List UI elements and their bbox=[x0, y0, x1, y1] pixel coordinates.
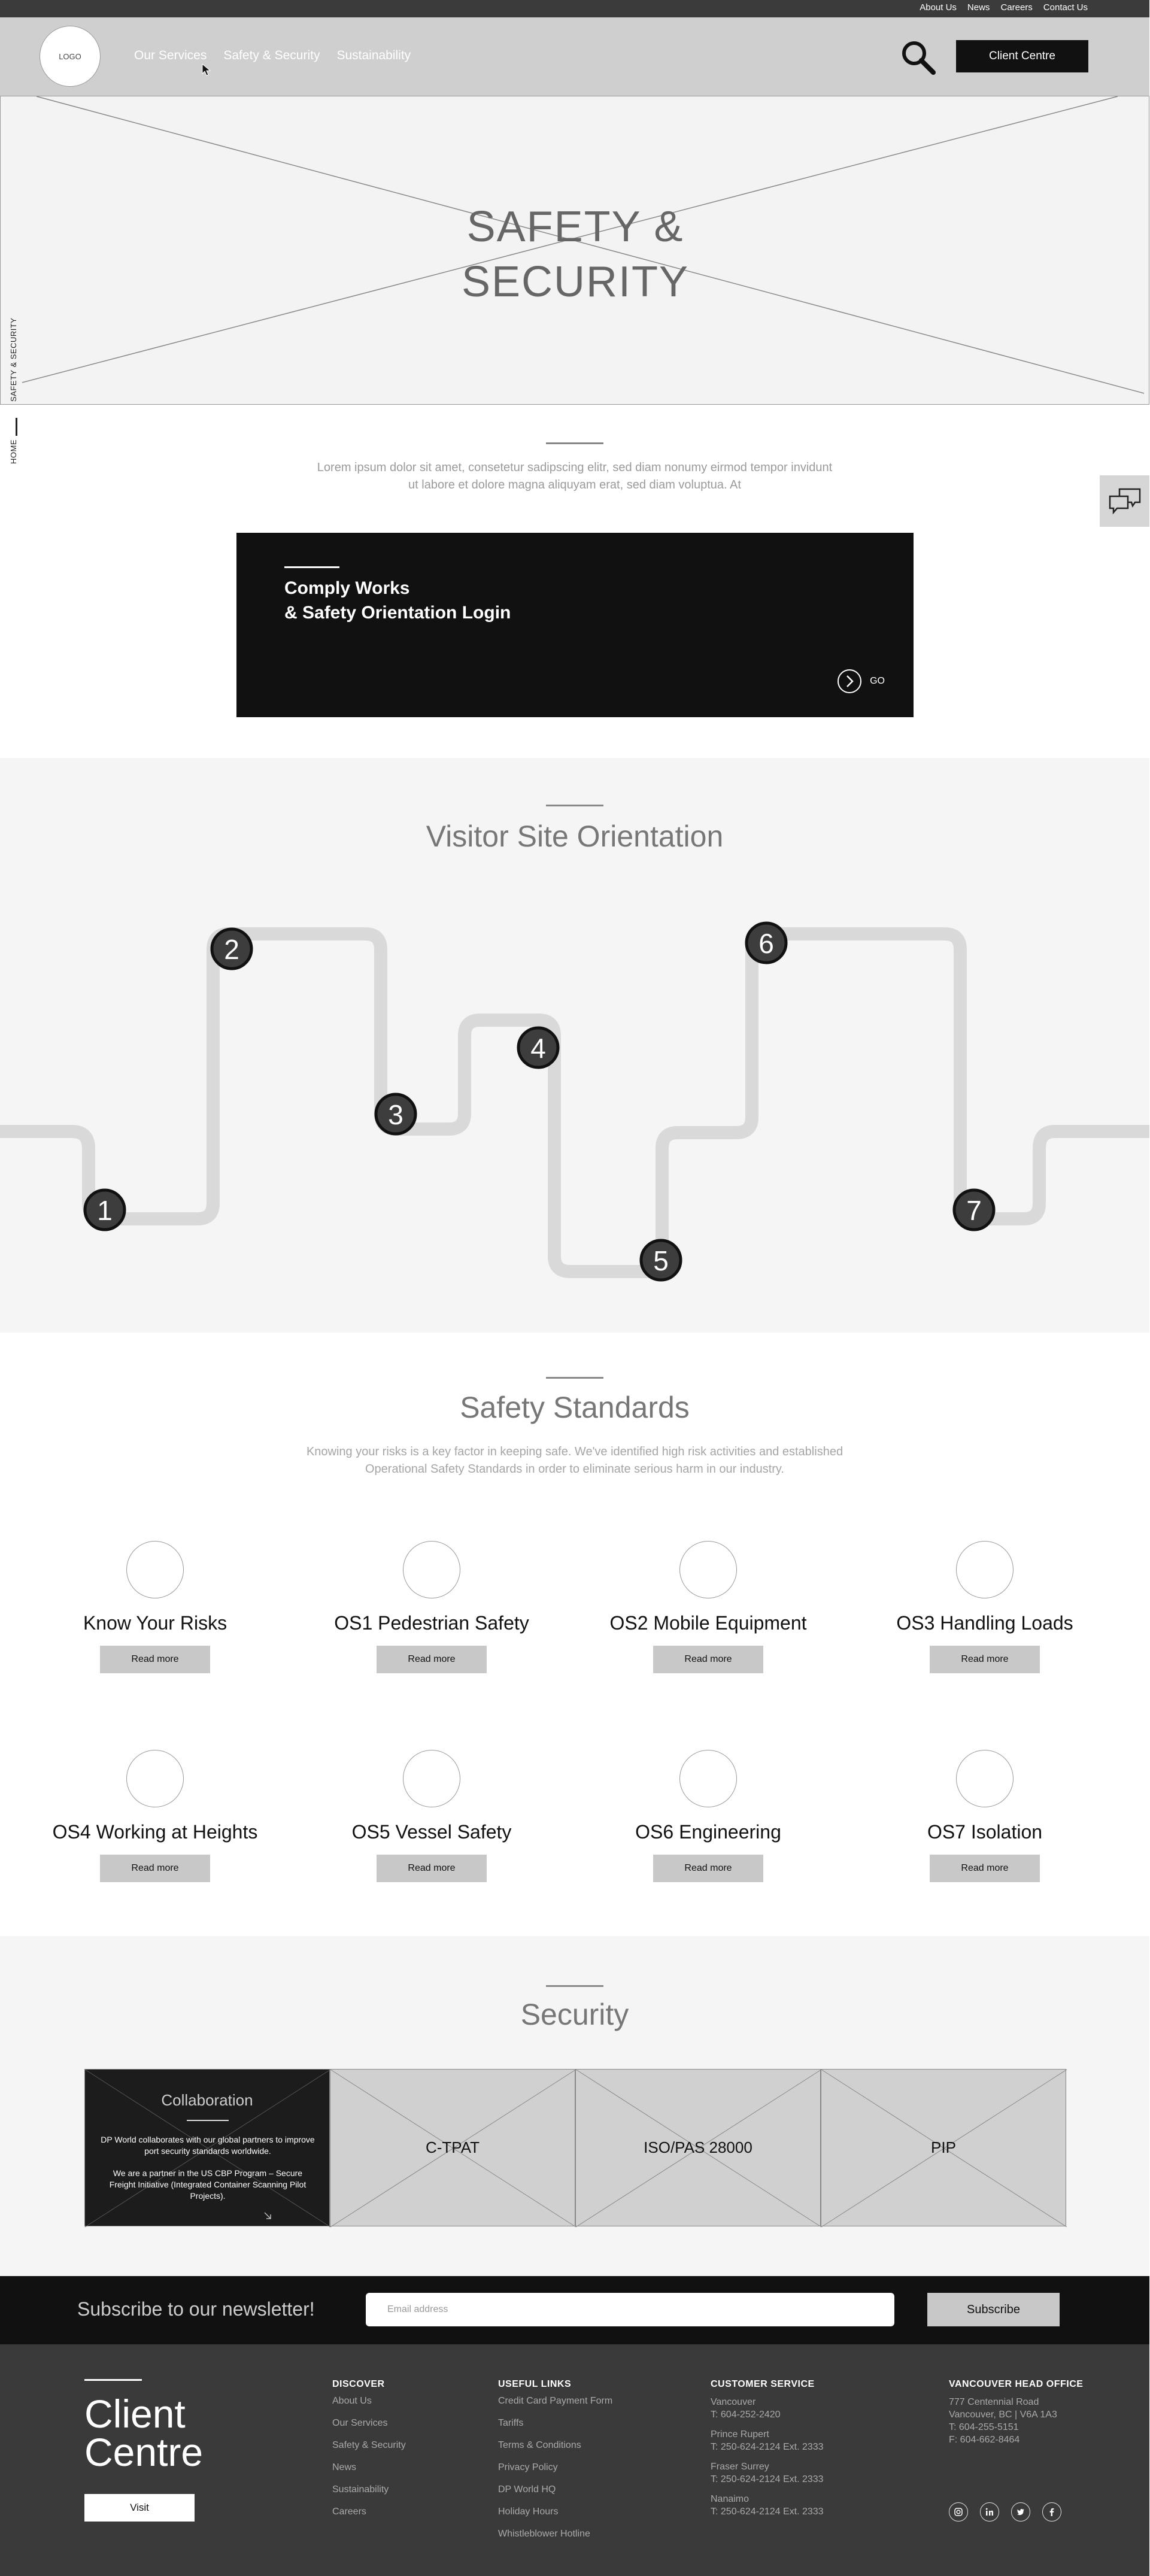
step-marker-5[interactable] bbox=[641, 1240, 681, 1280]
collaboration-text-1: DP World collaborates with our global partners to improve port security standards worldwide. bbox=[101, 2135, 315, 2156]
read-more-button[interactable]: Read more bbox=[930, 1855, 1040, 1882]
chat-icon bbox=[1107, 488, 1142, 514]
svg-text:6: 6 bbox=[758, 928, 774, 959]
footer-link[interactable]: Holiday Hours bbox=[498, 2507, 559, 2517]
branch-name: Nanaimo bbox=[711, 2494, 750, 2504]
footer-heading: DISCOVER bbox=[332, 2379, 385, 2389]
step-marker-2[interactable] bbox=[212, 929, 251, 969]
section-title: Visitor Site Orientation bbox=[426, 820, 724, 853]
logo[interactable]: LOGO bbox=[40, 26, 101, 87]
nav-our-services[interactable]: Our Services bbox=[134, 48, 207, 62]
standard-name: Know Your Risks bbox=[83, 1612, 227, 1634]
twitter-icon[interactable] bbox=[1011, 2502, 1030, 2522]
office-line: F: 604-662-8464 bbox=[949, 2435, 1020, 2445]
site-footer bbox=[0, 2344, 1149, 2576]
vertical-breadcrumb bbox=[9, 300, 27, 468]
utility-link-about[interactable]: About Us bbox=[920, 2, 957, 13]
step-marker-7[interactable] bbox=[954, 1190, 994, 1230]
footer-rule bbox=[84, 2379, 142, 2381]
step-marker-3[interactable] bbox=[376, 1094, 415, 1134]
visitor-orientation-section bbox=[0, 758, 1149, 1333]
card-label: PIP bbox=[931, 2138, 956, 2156]
section-rule bbox=[546, 1985, 603, 1987]
svg-text:5: 5 bbox=[653, 1245, 669, 1276]
footer-useful-links bbox=[498, 2379, 612, 2551]
linkedin-icon[interactable] bbox=[980, 2502, 999, 2522]
branch-name: Prince Rupert bbox=[711, 2429, 769, 2440]
client-centre-button[interactable]: Client Centre bbox=[956, 40, 1088, 72]
utility-link-careers[interactable]: Careers bbox=[1000, 2, 1033, 13]
standard-icon-placeholder bbox=[126, 1541, 184, 1598]
collaboration-title: Collaboration bbox=[161, 2091, 253, 2109]
card-label: C-TPAT bbox=[425, 2138, 480, 2156]
orientation-path-map bbox=[0, 758, 1149, 1333]
card-title bbox=[284, 576, 511, 625]
page-title-line1: SAFETY & bbox=[466, 203, 684, 251]
svg-text:2: 2 bbox=[224, 934, 239, 965]
standard-name: OS1 Pedestrian Safety bbox=[334, 1612, 529, 1634]
main-nav bbox=[134, 48, 411, 63]
go-link[interactable] bbox=[836, 668, 885, 694]
office-line: 777 Centennial Road bbox=[949, 2397, 1039, 2407]
breadcrumb-current: SAFETY & SECURITY bbox=[9, 317, 18, 402]
branch-contact bbox=[711, 2428, 824, 2453]
go-label: GO bbox=[870, 676, 885, 686]
collaboration-rule bbox=[187, 2120, 229, 2121]
iso-pas-card[interactable] bbox=[575, 2069, 821, 2226]
security-title: Security bbox=[520, 1998, 629, 2031]
office-line: T: 604-255-5151 bbox=[949, 2422, 1019, 2432]
site-header bbox=[0, 17, 1149, 96]
client-centre-line2: Centre bbox=[84, 2430, 204, 2474]
footer-heading: CUSTOMER SERVICE bbox=[711, 2379, 815, 2389]
utility-link-contact[interactable]: Contact Us bbox=[1043, 2, 1088, 13]
footer-link[interactable]: Safety & Security bbox=[332, 2440, 406, 2450]
utility-links bbox=[920, 2, 1088, 13]
read-more-button[interactable]: Read more bbox=[377, 1646, 487, 1673]
standard-name: OS4 Working at Heights bbox=[52, 1821, 258, 1843]
nav-sustainability[interactable]: Sustainability bbox=[336, 48, 411, 62]
chat-tab[interactable] bbox=[1100, 475, 1149, 527]
step-marker-6[interactable] bbox=[747, 923, 786, 963]
svg-text:3: 3 bbox=[388, 1099, 403, 1130]
client-centre-line1: Client bbox=[84, 2392, 186, 2436]
read-more-button[interactable]: Read more bbox=[653, 1646, 763, 1673]
ctpat-card[interactable] bbox=[330, 2069, 575, 2226]
intro-text: Lorem ipsum dolor sit amet, consetetur sadipscing elitr, sed diam nonumy eirmod tempor invidunt ut labore et dolore magna aliquyam erat, sed diam voluptua. At bbox=[317, 461, 833, 491]
footer-link[interactable]: Tariffs bbox=[498, 2418, 524, 2428]
step-marker-1[interactable] bbox=[85, 1190, 125, 1230]
card-rule bbox=[284, 566, 339, 568]
standard-icon-placeholder bbox=[679, 1541, 737, 1598]
standard-name: OS7 Isolation bbox=[927, 1821, 1043, 1843]
page-title-line2: SECURITY bbox=[461, 258, 690, 306]
footer-link[interactable]: Our Services bbox=[332, 2418, 388, 2428]
footer-link[interactable]: Terms & Conditions bbox=[498, 2440, 581, 2450]
section-rule bbox=[546, 442, 603, 444]
step-marker-4[interactable] bbox=[518, 1028, 558, 1067]
comply-works-login-card[interactable] bbox=[236, 533, 914, 717]
facebook-icon[interactable] bbox=[1042, 2502, 1061, 2522]
visit-button[interactable]: Visit bbox=[84, 2494, 195, 2522]
read-more-button[interactable]: Read more bbox=[100, 1855, 210, 1882]
branch-phone: T: 250-624-2124 Ext. 2333 bbox=[711, 2442, 824, 2452]
standard-icon-placeholder bbox=[126, 1750, 184, 1807]
footer-link[interactable]: DP World HQ bbox=[498, 2484, 556, 2495]
read-more-button[interactable]: Read more bbox=[100, 1646, 210, 1673]
footer-link[interactable]: Sustainability bbox=[332, 2484, 389, 2495]
svg-text:7: 7 bbox=[966, 1195, 982, 1226]
standard-name: OS3 Handling Loads bbox=[896, 1612, 1073, 1634]
read-more-button[interactable]: Read more bbox=[653, 1855, 763, 1882]
link-arrow-icon bbox=[263, 2211, 272, 2220]
nav-safety-security[interactable]: Safety & Security bbox=[223, 48, 320, 62]
arrow-right-circle-icon bbox=[836, 668, 863, 694]
collaboration-text-2: We are a partner in the US CBP Program – Secure Freight Initiative (Integrated Container Scanning Pilot Projects). bbox=[109, 2168, 307, 2201]
standard-icon-placeholder bbox=[956, 1750, 1014, 1807]
branch-contact bbox=[711, 2396, 824, 2421]
utility-link-news[interactable]: News bbox=[967, 2, 990, 13]
card-title-line2: & Safety Orientation Login bbox=[284, 603, 511, 623]
branch-contact bbox=[711, 2460, 824, 2486]
search-icon[interactable] bbox=[900, 39, 937, 76]
footer-link[interactable]: About Us bbox=[332, 2396, 372, 2406]
branch-phone: T: 604-252-2420 bbox=[711, 2410, 781, 2420]
pip-card[interactable] bbox=[821, 2069, 1066, 2226]
page-title bbox=[1, 199, 1150, 310]
instagram-icon[interactable] bbox=[949, 2502, 968, 2522]
mouse-cursor-icon bbox=[202, 63, 211, 77]
breadcrumb-divider bbox=[16, 418, 17, 436]
card-title-line1: Comply Works bbox=[284, 578, 410, 598]
branch-contact bbox=[711, 2493, 824, 2518]
newsletter-bar bbox=[0, 2276, 1149, 2344]
subscribe-button[interactable]: Subscribe bbox=[927, 2293, 1060, 2326]
newsletter-title: Subscribe to our newsletter! bbox=[77, 2298, 315, 2320]
footer-heading: VANCOUVER HEAD OFFICE bbox=[949, 2379, 1084, 2389]
branch-name: Vancouver bbox=[711, 2397, 756, 2407]
read-more-button[interactable]: Read more bbox=[377, 1855, 487, 1882]
read-more-button[interactable]: Read more bbox=[930, 1646, 1040, 1673]
office-line: Vancouver, BC | V6A 1A3 bbox=[949, 2410, 1057, 2420]
client-centre-heading bbox=[84, 2392, 204, 2474]
footer-link[interactable]: Whistleblower Hotline bbox=[498, 2529, 590, 2539]
hero-banner bbox=[0, 96, 1149, 464]
footer-heading: USEFUL LINKS bbox=[498, 2379, 572, 2389]
standard-icon-placeholder bbox=[956, 1541, 1014, 1598]
footer-head-office bbox=[949, 2379, 1083, 2446]
safety-standards-intro: Knowing your risks is a key factor in keeping safe. We've identified high risk activities and established Operational Safety Standards in order to eliminate serious harm in our industry. bbox=[306, 1445, 843, 1476]
footer-customer-service bbox=[711, 2379, 824, 2518]
branch-name: Fraser Surrey bbox=[711, 2462, 769, 2472]
footer-link[interactable]: Privacy Policy bbox=[498, 2462, 558, 2472]
breadcrumb-home[interactable]: HOME bbox=[9, 439, 18, 464]
section-rule bbox=[546, 1377, 603, 1379]
standard-icon-placeholder bbox=[403, 1541, 460, 1598]
standard-name: OS5 Vessel Safety bbox=[351, 1821, 512, 1843]
branch-phone: T: 250-624-2124 Ext. 2333 bbox=[711, 2507, 824, 2517]
email-field[interactable] bbox=[366, 2293, 894, 2326]
footer-link[interactable]: Credit Card Payment Form bbox=[498, 2396, 613, 2406]
svg-text:1: 1 bbox=[97, 1195, 113, 1226]
collaboration-card[interactable] bbox=[84, 2069, 330, 2226]
card-label: ISO/PAS 28000 bbox=[644, 2138, 752, 2156]
safety-standards-title: Safety Standards bbox=[460, 1391, 690, 1424]
standard-name: OS6 Engineering bbox=[635, 1821, 781, 1843]
branch-phone: T: 250-624-2124 Ext. 2333 bbox=[711, 2474, 824, 2484]
standard-name: OS2 Mobile Equipment bbox=[609, 1612, 807, 1634]
footer-discover bbox=[332, 2379, 406, 2529]
utility-bar bbox=[0, 0, 1149, 17]
standard-icon-placeholder bbox=[403, 1750, 460, 1807]
standard-icon-placeholder bbox=[679, 1750, 737, 1807]
office-address bbox=[949, 2396, 1083, 2446]
svg-text:4: 4 bbox=[530, 1033, 546, 1064]
footer-link[interactable]: News bbox=[332, 2462, 357, 2472]
footer-link[interactable]: Careers bbox=[332, 2507, 366, 2517]
